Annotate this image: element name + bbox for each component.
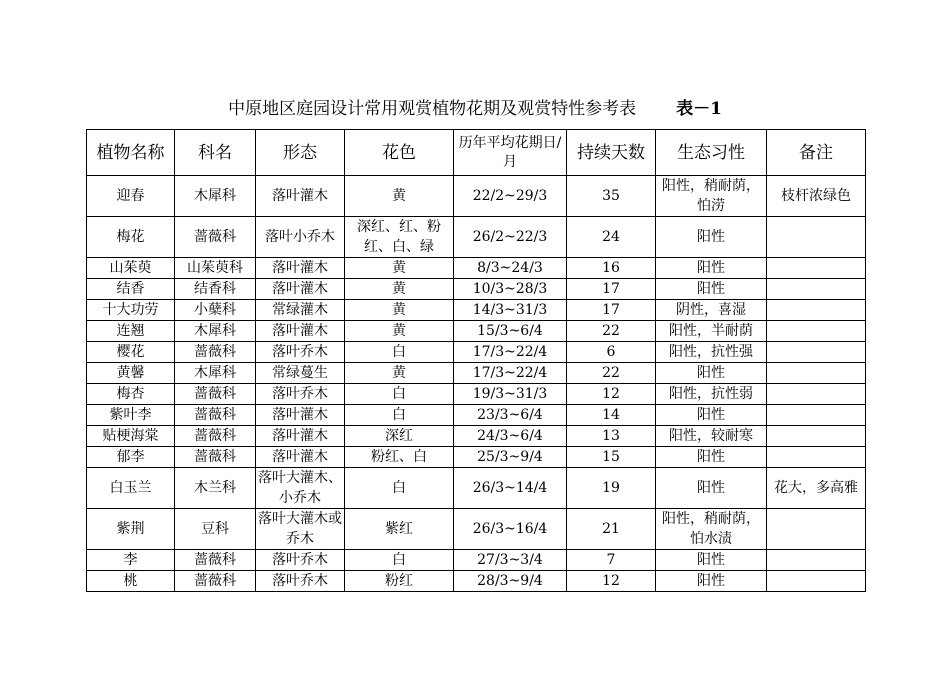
form-cell: 落叶灌木 (256, 258, 345, 279)
note-cell (767, 509, 866, 550)
duration-cell: 12 (567, 571, 656, 592)
title-text: 中原地区庭园设计常用观赏植物花期及观赏特性参考表 (228, 99, 637, 119)
family-cell: 木犀科 (175, 363, 256, 384)
flower-color-cell: 粉红 (345, 571, 454, 592)
note-cell (767, 342, 866, 363)
bloom-period-cell: 8/3~24/3 (454, 258, 567, 279)
duration-cell: 16 (567, 258, 656, 279)
habit-cell: 阳性 (656, 258, 767, 279)
note-cell (767, 279, 866, 300)
family-cell: 木犀科 (175, 176, 256, 217)
family-cell: 木犀科 (175, 321, 256, 342)
note-cell (767, 550, 866, 571)
duration-cell: 19 (567, 468, 656, 509)
family-cell: 蔷薇科 (175, 426, 256, 447)
habit-cell: 阳性 (656, 405, 767, 426)
duration-cell: 6 (567, 342, 656, 363)
plant-name-cell: 梅花 (87, 217, 175, 258)
note-cell (767, 217, 866, 258)
flower-color-cell: 黄 (345, 300, 454, 321)
plant-name-cell: 紫荆 (87, 509, 175, 550)
duration-cell: 15 (567, 447, 656, 468)
table-row (87, 447, 866, 468)
form-cell: 落叶乔木 (256, 384, 345, 405)
note-cell (767, 426, 866, 447)
duration-cell: 17 (567, 279, 656, 300)
family-cell: 蔷薇科 (175, 384, 256, 405)
header-cell: 持续天数 (567, 130, 656, 176)
table-row (87, 279, 866, 300)
plant-name-cell: 郁李 (87, 447, 175, 468)
bloom-period-cell: 26/3~16/4 (454, 509, 567, 550)
plant-name-cell: 黄馨 (87, 363, 175, 384)
table-body (87, 176, 866, 592)
reference-table (86, 129, 866, 592)
flower-color-cell: 深红、红、粉红、白、绿 (345, 217, 454, 258)
table-row (87, 176, 866, 217)
flower-color-cell: 黄 (345, 176, 454, 217)
habit-cell: 阳性，抗性弱 (656, 384, 767, 405)
form-cell: 落叶灌木 (256, 279, 345, 300)
header-cell: 备注 (767, 130, 866, 176)
bloom-period-cell: 28/3~9/4 (454, 571, 567, 592)
table-row (87, 426, 866, 447)
form-cell: 落叶乔木 (256, 571, 345, 592)
plant-name-cell: 白玉兰 (87, 468, 175, 509)
duration-cell: 22 (567, 363, 656, 384)
family-cell: 蔷薇科 (175, 447, 256, 468)
form-cell: 落叶灌木 (256, 426, 345, 447)
family-cell: 蔷薇科 (175, 571, 256, 592)
form-cell: 落叶灌木 (256, 405, 345, 426)
table-row (87, 550, 866, 571)
note-cell (767, 384, 866, 405)
form-cell: 常绿灌木 (256, 300, 345, 321)
table-row (87, 363, 866, 384)
flower-color-cell: 白 (345, 550, 454, 571)
flower-color-cell: 黄 (345, 258, 454, 279)
bloom-period-cell: 17/3~22/4 (454, 342, 567, 363)
flower-color-cell: 黄 (345, 321, 454, 342)
table-number: 表－1 (676, 99, 722, 119)
form-cell: 落叶乔木 (256, 550, 345, 571)
plant-name-cell: 紫叶李 (87, 405, 175, 426)
plant-name-cell: 桃 (87, 571, 175, 592)
header-cell: 科名 (175, 130, 256, 176)
note-cell (767, 571, 866, 592)
flower-color-cell: 白 (345, 468, 454, 509)
form-cell: 落叶灌木 (256, 447, 345, 468)
bloom-period-cell: 26/3~14/4 (454, 468, 567, 509)
page-title (0, 98, 950, 120)
habit-cell: 阳性，稍耐荫，怕涝 (656, 176, 767, 217)
habit-cell: 阳性 (656, 550, 767, 571)
bloom-period-cell: 27/3~3/4 (454, 550, 567, 571)
habit-cell: 阳性 (656, 217, 767, 258)
table-row (87, 405, 866, 426)
bloom-period-cell: 19/3~31/3 (454, 384, 567, 405)
form-cell: 落叶乔木 (256, 342, 345, 363)
table-row (87, 384, 866, 405)
bloom-period-cell: 26/2~22/3 (454, 217, 567, 258)
table-row (87, 571, 866, 592)
note-cell: 枝杆浓绿色 (767, 176, 866, 217)
habit-cell: 阳性，抗性强 (656, 342, 767, 363)
header-cell: 历年平均花期日/月 (454, 130, 567, 176)
table-row (87, 300, 866, 321)
duration-cell: 13 (567, 426, 656, 447)
plant-name-cell: 结香 (87, 279, 175, 300)
flower-color-cell: 紫红 (345, 509, 454, 550)
bloom-period-cell: 25/3~9/4 (454, 447, 567, 468)
flower-color-cell: 黄 (345, 279, 454, 300)
family-cell: 结香科 (175, 279, 256, 300)
family-cell: 蔷薇科 (175, 550, 256, 571)
form-cell: 常绿蔓生 (256, 363, 345, 384)
duration-cell: 17 (567, 300, 656, 321)
duration-cell: 24 (567, 217, 656, 258)
habit-cell: 阳性 (656, 447, 767, 468)
header-cell: 生态习性 (656, 130, 767, 176)
bloom-period-cell: 22/2~29/3 (454, 176, 567, 217)
note-cell (767, 300, 866, 321)
header-cell: 花色 (345, 130, 454, 176)
note-cell (767, 321, 866, 342)
duration-cell: 35 (567, 176, 656, 217)
table-row (87, 468, 866, 509)
habit-cell: 阳性 (656, 571, 767, 592)
plant-name-cell: 十大功劳 (87, 300, 175, 321)
plant-name-cell: 梅杏 (87, 384, 175, 405)
flower-color-cell: 白 (345, 342, 454, 363)
duration-cell: 7 (567, 550, 656, 571)
table-row (87, 342, 866, 363)
table-row (87, 258, 866, 279)
family-cell: 豆科 (175, 509, 256, 550)
plant-name-cell: 贴梗海棠 (87, 426, 175, 447)
flower-color-cell: 深红 (345, 426, 454, 447)
form-cell: 落叶小乔木 (256, 217, 345, 258)
habit-cell: 阳性，较耐寒 (656, 426, 767, 447)
plant-name-cell: 李 (87, 550, 175, 571)
family-cell: 小蘖科 (175, 300, 256, 321)
habit-cell: 阳性 (656, 279, 767, 300)
form-cell: 落叶灌木 (256, 176, 345, 217)
habit-cell: 阳性，半耐荫 (656, 321, 767, 342)
habit-cell: 阳性 (656, 363, 767, 384)
bloom-period-cell: 24/3~6/4 (454, 426, 567, 447)
habit-cell: 阴性，喜湿 (656, 300, 767, 321)
table-row (87, 321, 866, 342)
bloom-period-cell: 14/3~31/3 (454, 300, 567, 321)
family-cell: 蔷薇科 (175, 217, 256, 258)
form-cell: 落叶灌木 (256, 321, 345, 342)
note-cell (767, 258, 866, 279)
form-cell: 落叶大灌木、小乔木 (256, 468, 345, 509)
plant-name-cell: 山茱萸 (87, 258, 175, 279)
note-cell: 花大，多高雅 (767, 468, 866, 509)
header-row (87, 130, 866, 176)
note-cell (767, 405, 866, 426)
note-cell (767, 447, 866, 468)
flower-color-cell: 白 (345, 384, 454, 405)
habit-cell: 阳性，稍耐荫，怕水渍 (656, 509, 767, 550)
duration-cell: 14 (567, 405, 656, 426)
family-cell: 蔷薇科 (175, 405, 256, 426)
flower-color-cell: 白 (345, 405, 454, 426)
duration-cell: 21 (567, 509, 656, 550)
table-row (87, 217, 866, 258)
plant-name-cell: 迎春 (87, 176, 175, 217)
plant-name-cell: 连翘 (87, 321, 175, 342)
form-cell: 落叶大灌木或乔木 (256, 509, 345, 550)
family-cell: 木兰科 (175, 468, 256, 509)
plant-name-cell: 樱花 (87, 342, 175, 363)
flower-color-cell: 粉红、白 (345, 447, 454, 468)
header-cell: 植物名称 (87, 130, 175, 176)
bloom-period-cell: 10/3~28/3 (454, 279, 567, 300)
bloom-period-cell: 23/3~6/4 (454, 405, 567, 426)
bloom-period-cell: 15/3~6/4 (454, 321, 567, 342)
duration-cell: 12 (567, 384, 656, 405)
bloom-period-cell: 17/3~22/4 (454, 363, 567, 384)
table-row (87, 509, 866, 550)
header-cell: 形态 (256, 130, 345, 176)
note-cell (767, 363, 866, 384)
family-cell: 蔷薇科 (175, 342, 256, 363)
flower-color-cell: 黄 (345, 363, 454, 384)
family-cell: 山茱萸科 (175, 258, 256, 279)
habit-cell: 阳性 (656, 468, 767, 509)
duration-cell: 22 (567, 321, 656, 342)
